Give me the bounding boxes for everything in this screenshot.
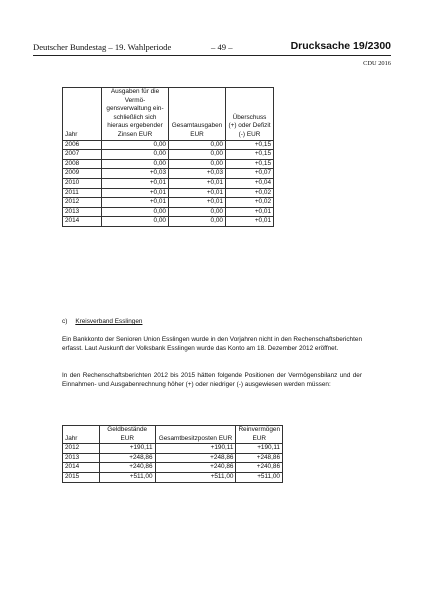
table-row: [63, 159, 274, 169]
cell-surplus: +0,15: [226, 150, 274, 160]
cell-surplus: +0,02: [226, 198, 274, 208]
cell-year: 2012: [63, 198, 102, 208]
cell-total: +0,01: [169, 198, 226, 208]
cell-expenses: 0,00: [102, 140, 169, 150]
balance-table: [62, 425, 283, 483]
cell-surplus: +0,01: [226, 207, 274, 217]
section-heading: [62, 317, 142, 326]
table-row: [63, 472, 283, 482]
cell-total: +0,03: [169, 169, 226, 179]
col-surplus: Überschuss (+) oder Defizit (-) EUR: [226, 88, 274, 141]
balance-table-header: [63, 426, 283, 444]
cell-cash: +190,11: [99, 444, 155, 454]
cell-surplus: +0,15: [226, 140, 274, 150]
table-row: [63, 150, 274, 160]
table-row: [63, 463, 283, 473]
col-net: Reinvermögen EUR: [236, 426, 283, 444]
page-header: [33, 40, 391, 54]
col-total: Gesamtausgaben EUR: [169, 88, 226, 141]
cell-expenses: +0,01: [102, 198, 169, 208]
cell-total: +0,01: [169, 178, 226, 188]
cell-net: +240,86: [236, 463, 283, 473]
cell-surplus: +0,15: [226, 159, 274, 169]
cell-year: 2008: [63, 159, 102, 169]
header-document-id: [291, 40, 391, 52]
cell-total: 0,00: [169, 150, 226, 160]
section-title: Kreisverband Esslingen: [75, 318, 143, 325]
cell-total: 0,00: [169, 207, 226, 217]
cell-assets: +240,86: [155, 463, 236, 473]
cell-year: 2014: [63, 463, 100, 473]
cell-assets: +511,00: [155, 472, 236, 482]
col-year: Jahr: [63, 88, 102, 141]
cell-expenses: 0,00: [102, 159, 169, 169]
cell-surplus: +0,04: [226, 178, 274, 188]
cell-net: +248,86: [236, 453, 283, 463]
header-page-number: – 49 –: [211, 42, 233, 52]
table-row: [63, 178, 274, 188]
table-row: [63, 453, 283, 463]
cell-total: 0,00: [169, 217, 226, 227]
cell-expenses: 0,00: [102, 207, 169, 217]
cell-cash: +240,86: [99, 463, 155, 473]
cell-year: 2013: [63, 453, 100, 463]
cell-year: 2013: [63, 207, 102, 217]
cell-surplus: +0,07: [226, 169, 274, 179]
header-rule: [33, 55, 391, 56]
header-doc-number: 2300: [367, 40, 391, 52]
cell-total: 0,00: [169, 140, 226, 150]
col-cash: Geldbestände EUR: [99, 426, 155, 444]
cell-year: 2010: [63, 178, 102, 188]
cell-total: +0,01: [169, 188, 226, 198]
table-row: [63, 188, 274, 198]
paragraph-bank-account: Ein Bankkonto der Senioren Union Esslingen wurde in den Vorjahren nicht in den Rechenschaftsberichten erfasst. Laut Auskunft der Volksbank Esslingen wurde das Konto am 18. Dezember 2012 eröffnet.: [62, 336, 362, 352]
cell-assets: +248,86: [155, 453, 236, 463]
cell-year: 2007: [63, 150, 102, 160]
header-parliament: Deutscher Bundestag – 19. Wahlperiode: [33, 42, 172, 52]
cell-expenses: 0,00: [102, 150, 169, 160]
cell-year: 2009: [63, 169, 102, 179]
col-assets: Gesamtbesitzposten EUR: [155, 426, 236, 444]
cell-expenses: +0,03: [102, 169, 169, 179]
cell-year: 2015: [63, 472, 100, 482]
col-year: Jahr: [63, 426, 100, 444]
cell-year: 2014: [63, 217, 102, 227]
paragraph-positions: In den Rechenschaftsberichten 2012 bis 2015 hätten folgende Positionen der Vermögensbilanz und der Einnahmen- und Ausgabenrechnung höher (+) oder niedriger (-) ausgewiesen werden müssen:: [62, 372, 362, 388]
table-row: [63, 444, 283, 454]
cell-net: +511,00: [236, 472, 283, 482]
cell-year: 2006: [63, 140, 102, 150]
table-row: [63, 207, 274, 217]
expenses-table-header: [63, 88, 274, 141]
header-doc-label: Drucksache 19/: [290, 40, 368, 52]
cell-year: 2012: [63, 444, 100, 454]
cell-expenses: 0,00: [102, 217, 169, 227]
table-row: [63, 217, 274, 227]
cell-expenses: +0,01: [102, 178, 169, 188]
section-marker: c): [62, 318, 68, 325]
col-expenses: Ausgaben für die Vermö-gensverwaltung ein-schließlich sich hieraus ergebender Zinsen EUR: [102, 88, 169, 141]
cell-year: 2011: [63, 188, 102, 198]
cell-surplus: +0,01: [226, 217, 274, 227]
cell-assets: +190,11: [155, 444, 236, 454]
cell-surplus: +0,02: [226, 188, 274, 198]
cell-cash: +248,86: [99, 453, 155, 463]
cell-cash: +511,00: [99, 472, 155, 482]
cell-expenses: +0,01: [102, 188, 169, 198]
table-row: [63, 169, 274, 179]
table-row: [63, 140, 274, 150]
expenses-table: [62, 87, 274, 227]
party-label: CDU 2016: [363, 60, 391, 67]
cell-total: 0,00: [169, 159, 226, 169]
table-row: [63, 198, 274, 208]
cell-net: +190,11: [236, 444, 283, 454]
